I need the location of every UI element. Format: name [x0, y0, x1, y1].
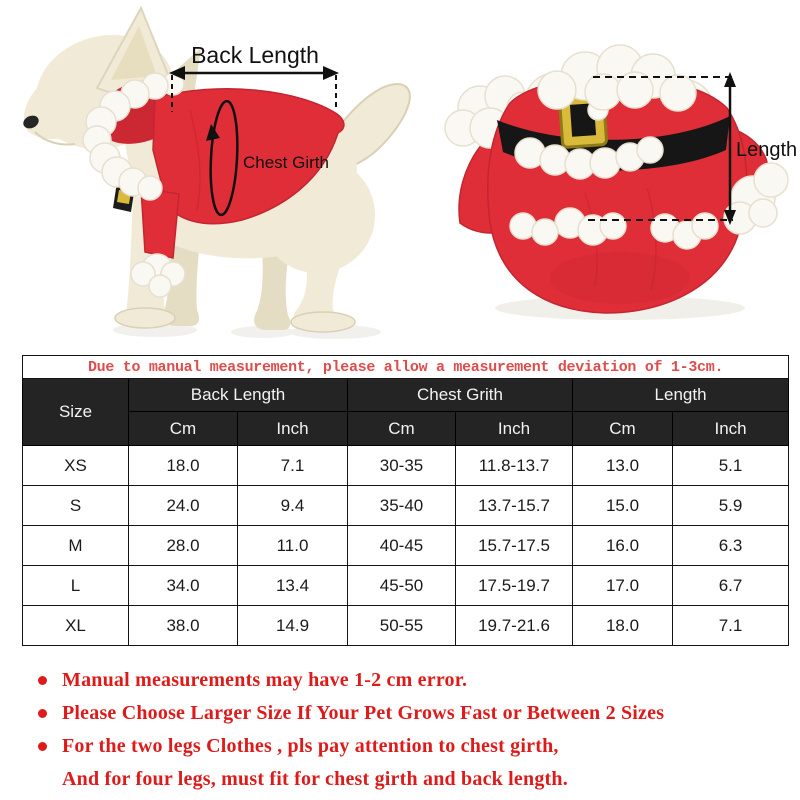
table-cell: 50-55	[348, 606, 456, 646]
table-cell: 7.1	[673, 606, 789, 646]
table-cell: 5.1	[673, 446, 789, 486]
table-cell: 40-45	[348, 526, 456, 566]
table-cell: 15.7-17.5	[456, 526, 573, 566]
note-text: Manual measurements may have 1-2 cm error.	[62, 669, 468, 691]
table-cell: 19.7-21.6	[456, 606, 573, 646]
table-cell: 15.0	[573, 486, 673, 526]
size-cell: XL	[23, 606, 129, 646]
unit-header-inch: Inch	[456, 412, 573, 446]
table-row	[23, 526, 789, 566]
bullet-icon	[38, 742, 47, 751]
table-cell: 11.0	[238, 526, 348, 566]
size-table	[22, 355, 789, 646]
table-cell: 7.1	[238, 446, 348, 486]
chest-girth-label: Chest Girth	[243, 153, 329, 172]
unit-header-inch: Inch	[673, 412, 789, 446]
length-label: Length	[736, 139, 798, 161]
table-cell: 6.7	[673, 566, 789, 606]
unit-header-cm: Cm	[573, 412, 673, 446]
note-text: For the two legs Clothes , pls pay attention to chest girth,	[62, 735, 559, 757]
santa-costume-illustration	[435, 8, 800, 338]
table-cell: 13.4	[238, 566, 348, 606]
note-line	[38, 697, 778, 730]
table-cell: 18.0	[573, 606, 673, 646]
note-line-continuation	[38, 763, 778, 796]
table-cell: 30-35	[348, 446, 456, 486]
table-cell: 9.4	[238, 486, 348, 526]
measurement-notes	[38, 664, 778, 796]
table-row	[23, 379, 789, 412]
table-cell: 6.3	[673, 526, 789, 566]
costume-measure-photo	[435, 8, 800, 338]
unit-header-cm: Cm	[129, 412, 238, 446]
note-text: Please Choose Larger Size If Your Pet Grows Fast or Between 2 Sizes	[62, 702, 665, 724]
size-cell: L	[23, 566, 129, 606]
back-length-label: Back Length	[191, 42, 319, 68]
size-cell: M	[23, 526, 129, 566]
table-cell: 13.0	[573, 446, 673, 486]
table-cell: 35-40	[348, 486, 456, 526]
table-cell: 28.0	[129, 526, 238, 566]
size-cell: XS	[23, 446, 129, 486]
dog-mannequin-illustration	[5, 0, 445, 345]
note-text: And for four legs, must fit for chest girth and back length.	[62, 768, 568, 790]
table-row	[23, 606, 789, 646]
table-row	[23, 412, 789, 446]
table-row	[23, 356, 789, 379]
table-cell: 38.0	[129, 606, 238, 646]
table-cell: 5.9	[673, 486, 789, 526]
note-line	[38, 730, 778, 763]
table-cell: 13.7-15.7	[456, 486, 573, 526]
size-cell: S	[23, 486, 129, 526]
bullet-icon	[38, 676, 47, 685]
unit-header-cm: Cm	[348, 412, 456, 446]
table-cell: 16.0	[573, 526, 673, 566]
table-cell: 11.8-13.7	[456, 446, 573, 486]
column-header-length: Length	[573, 379, 789, 412]
table-cell: 45-50	[348, 566, 456, 606]
dog-measure-photo	[5, 0, 445, 345]
table-row	[23, 486, 789, 526]
santa-costume	[445, 45, 788, 313]
bullet-icon	[38, 709, 47, 718]
table-row	[23, 566, 789, 606]
table-cell: 14.9	[238, 606, 348, 646]
table-cell: 24.0	[129, 486, 238, 526]
measurement-disclaimer: Due to manual measurement, please allow a measurement deviation of 1-3cm.	[23, 356, 789, 379]
table-cell: 34.0	[129, 566, 238, 606]
note-line	[38, 664, 778, 697]
table-cell: 17.5-19.7	[456, 566, 573, 606]
column-header-back-length: Back Length	[129, 379, 348, 412]
table-cell: 18.0	[129, 446, 238, 486]
unit-header-inch: Inch	[238, 412, 348, 446]
column-header-size: Size	[23, 379, 129, 446]
table-cell: 17.0	[573, 566, 673, 606]
table-row	[23, 446, 789, 486]
column-header-chest-girth: Chest Grith	[348, 379, 573, 412]
